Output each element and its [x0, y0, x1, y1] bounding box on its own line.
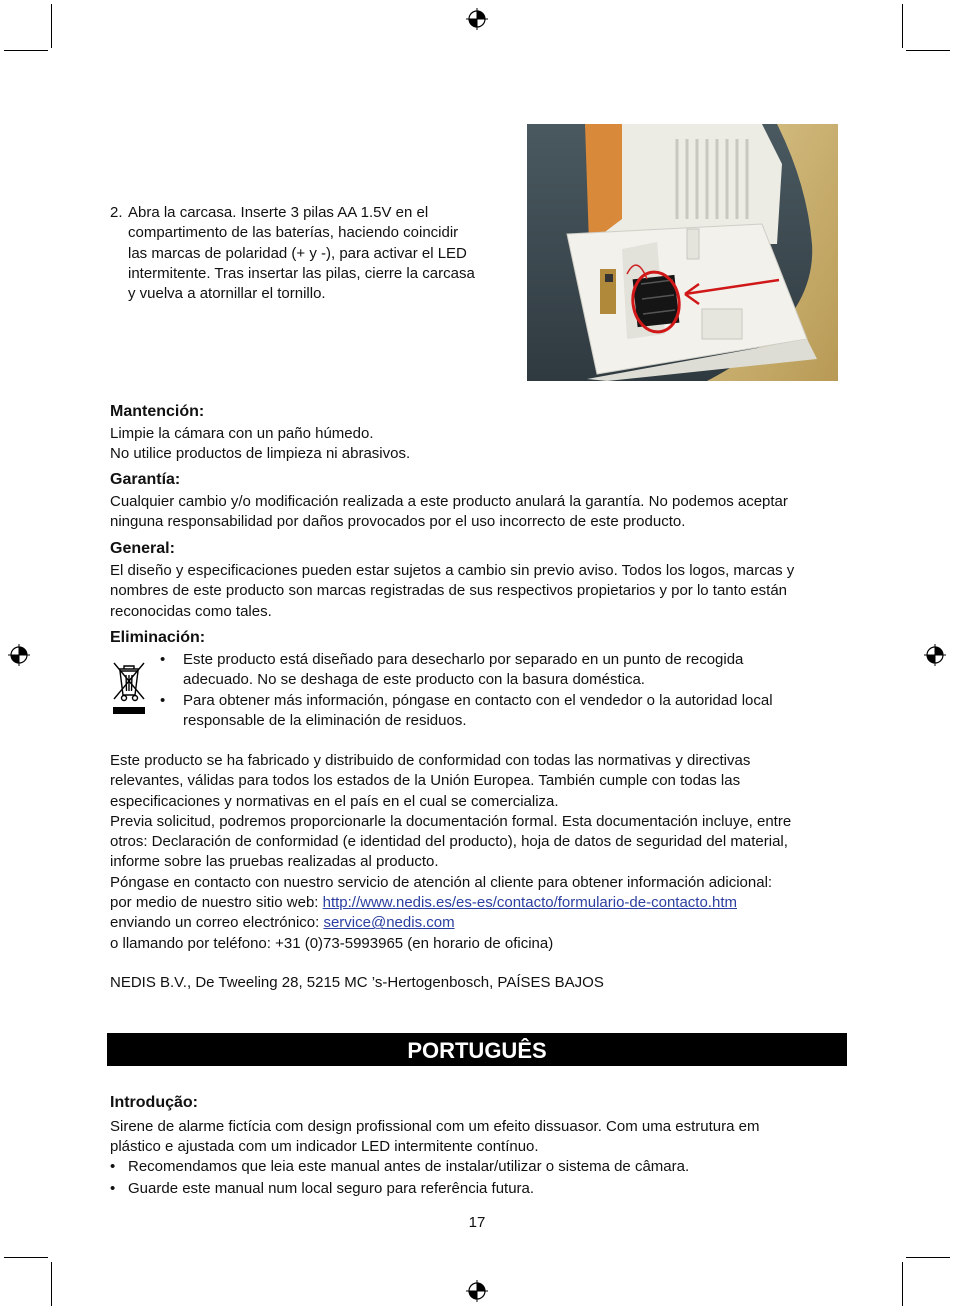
text-line: Sirene de alarme fictícia com design profissional com um efeito dissuasor. Com uma estrutura em — [110, 1118, 760, 1135]
general-heading: General: — [110, 540, 175, 557]
text-line: y vuelva a atornillar el tornillo. — [128, 285, 326, 303]
text-line: Abra la carcasa. Inserte 3 pilas AA 1.5V en el — [128, 204, 429, 221]
text-line: Previa solicitud, podremos proporcionarle la documentación formal. Esta documentación incluye, entre — [110, 812, 792, 830]
battery-compartment-photo — [527, 124, 838, 381]
web-line — [110, 893, 855, 913]
company-address: NEDIS B.V., De Tweeling 28, 5215 MC ’s-Hertogenbosch, PAÍSES BAJOS — [110, 974, 604, 991]
text-line: adecuado. No se deshaga de este producto con la basura doméstica. — [183, 671, 645, 689]
text-line: relevantes, válidas para todos los estados de la Unión Europea. También cumple con todas las — [110, 772, 741, 790]
crop-mark — [51, 1262, 52, 1306]
page-number: 17 — [468, 1214, 486, 1231]
section-title-portugues: PORTUGUÊS — [107, 1033, 847, 1066]
eliminacion-heading: Eliminación: — [110, 629, 206, 646]
text-line: No utilice productos de limpieza ni abrasivos. — [110, 445, 411, 463]
text-line: compartimento de las baterías, haciendo coincidir — [128, 224, 459, 242]
email-line — [110, 913, 855, 933]
text-line: las marcas de polaridad (+ y -), para activar el LED — [128, 244, 467, 262]
text-line: informe sobre las pruebas realizadas al producto. — [110, 853, 439, 871]
text-line: responsable de la eliminación de residuos. — [183, 712, 467, 730]
phone-line: o llamando por teléfono: +31 (0)73-5993965 (en horario de oficina) — [110, 934, 554, 952]
registration-mark-icon — [8, 644, 30, 666]
service-email-link[interactable]: service@nedis.com — [323, 914, 455, 932]
bullet: • — [160, 651, 166, 668]
list-item-text — [183, 691, 850, 732]
text-line: nombres de este producto son marcas registradas de sus respectivos propietarios y por lo tanto están — [110, 582, 788, 600]
list-item-text: Recomendamos que leia este manual antes de instalar/utilizar o sistema de câmara. — [128, 1158, 690, 1175]
introducao-text — [110, 1117, 855, 1158]
web-prefix: por medio de nuestro sitio web: — [110, 894, 323, 912]
crop-mark — [51, 4, 52, 48]
registration-mark-icon — [924, 644, 946, 666]
introducao-heading: Introdução: — [110, 1094, 198, 1111]
battery-step-text — [128, 203, 508, 304]
text-line: Póngase en contacto con nuestro servicio de atención al cliente para obtener información adicional: — [110, 873, 773, 891]
general-text — [110, 561, 850, 622]
text-line: especificaciones y normativas en el país en el cual se comercializa. — [110, 792, 559, 810]
garantia-text — [110, 492, 850, 533]
registration-mark-icon — [466, 8, 488, 30]
text-line: Este producto está diseñado para desecharlo por separado en un punto de recogida — [183, 651, 744, 668]
text-line: Limpie la cámara con un paño húmedo. — [110, 425, 374, 442]
step-number: 2. — [110, 204, 123, 221]
list-item-text — [183, 650, 850, 691]
mantencion-heading: Mantención: — [110, 403, 205, 420]
crop-mark — [4, 1257, 48, 1258]
text-line: Para obtener más información, póngase en contacto con el vendedor o la autoridad local — [183, 692, 773, 709]
bullet: • — [110, 1158, 116, 1175]
text-line: intermitente. Tras insertar las pilas, cierre la carcasa — [128, 264, 475, 282]
text-line: plástico e ajustada com um indicador LED intermitente contínuo. — [110, 1138, 539, 1156]
contact-form-link[interactable]: http://www.nedis.es/es-es/contacto/formulario-de-contacto.htm — [322, 894, 737, 912]
mantencion-text — [110, 424, 850, 465]
text-line: El diseño y especificaciones pueden estar sujetos a cambio sin previo aviso. Todos los logos, marcas y — [110, 562, 795, 579]
conformity-text — [110, 751, 855, 954]
list-item-text: Guarde este manual num local seguro para referência futura. — [128, 1180, 535, 1197]
weee-crossed-bin-icon — [110, 657, 148, 717]
crop-mark — [902, 1262, 903, 1306]
text-line: otros: Declaración de conformidad (e identidad del producto), hoja de datos de seguridad del material, — [110, 833, 788, 851]
text-line: Cualquier cambio y/o modificación realizada a este producto anulará la garantía. No podemos aceptar — [110, 493, 788, 510]
text-line: reconocidas como tales. — [110, 602, 272, 620]
garantia-heading: Garantía: — [110, 471, 181, 488]
bullet: • — [160, 692, 166, 709]
text-line: Este producto se ha fabricado y distribuido de conformidad con todas las normativas y directivas — [110, 752, 751, 769]
crop-mark — [4, 50, 48, 51]
crop-mark — [906, 50, 950, 51]
email-prefix: enviando un correo electrónico: — [110, 914, 324, 932]
crop-mark — [906, 1257, 950, 1258]
registration-mark-icon — [466, 1280, 488, 1302]
bullet: • — [110, 1180, 116, 1197]
text-line: ninguna responsabilidad por daños provocados por el uso incorrecto de este producto. — [110, 513, 686, 531]
crop-mark — [902, 4, 903, 48]
